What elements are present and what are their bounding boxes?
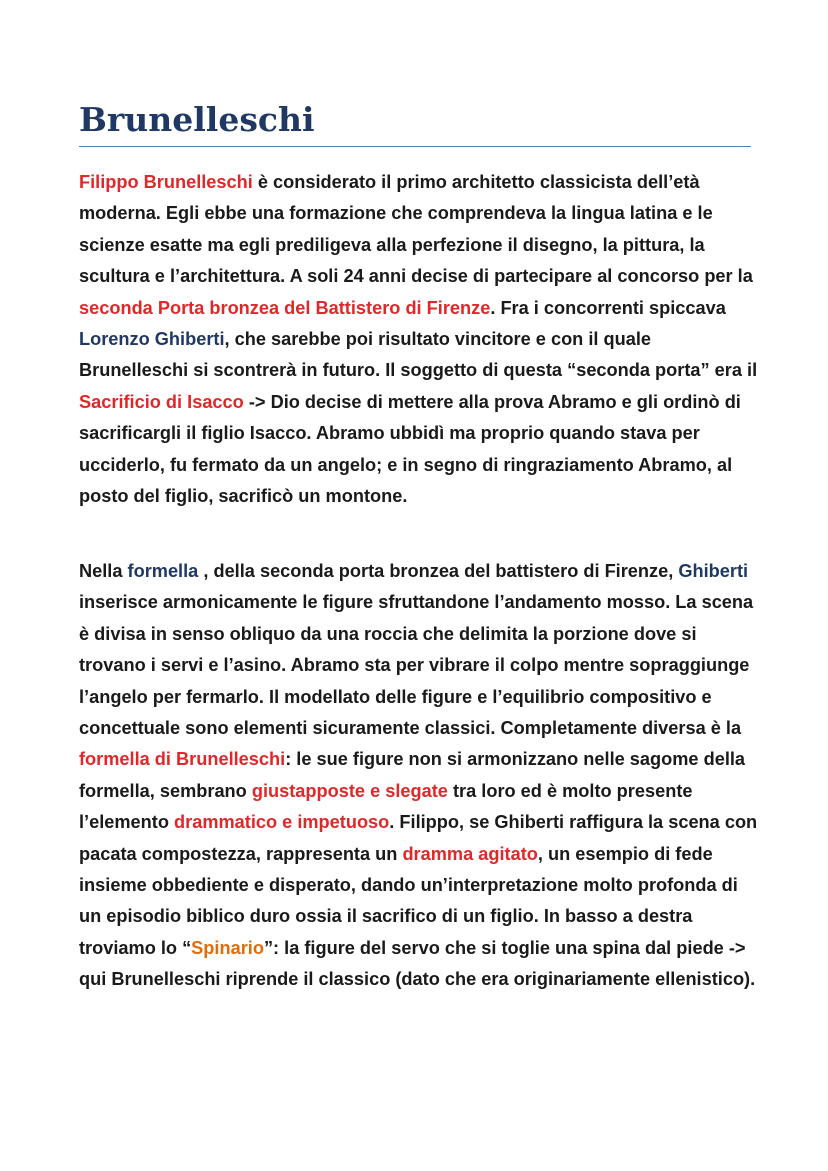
highlight-ghiberti: Ghiberti xyxy=(678,561,749,581)
paragraph-1-text-d: -> Dio decise di mettere alla prova Abramo e gli ordinò di sacrificargli il figlio Isacco. Abramo ubbidì ma proprio quando stava per ucciderlo, fu fermato da un angelo; e in segno di ringraziamento Abramo, al posto del figlio, sacrificò un montone. xyxy=(79,391,741,507)
highlight-dramma-agitato: dramma agitato xyxy=(402,843,538,864)
highlight-spinario: Spinario xyxy=(191,937,264,958)
paragraph-2-text-c: inserisce armonicamente le figure sfruttandone l’andamento mosso. La scena è divisa in senso obliquo da una roccia che delimita la porzione dove si trovano i servi e l’asino. Abramo sta per vibrare il colpo mentre sopraggiunge l’angelo per fermarlo. Il modellato delle figure e l’equilibrio compositivo e concettuale sono elementi sicuramente classici. Completamente diversa è la xyxy=(79,592,754,739)
highlight-drammatico-e-impetuoso: drammatico e impetuoso xyxy=(174,812,390,833)
paragraph-2-text-f: . Filippo, se Ghiberti raffigura la scena con pacata compostezza, rappresenta un xyxy=(79,812,758,864)
highlight-lorenzo-ghiberti: Lorenzo Ghiberti xyxy=(79,329,225,350)
title-underline xyxy=(79,146,751,147)
highlight-seconda-porta: seconda Porta bronzea del Battistero di Firenze xyxy=(79,297,491,318)
paragraph-2-text-h: ”: la figure del servo che si toglie una spina dal piede -> qui Brunelleschi riprende il classico (dato che era originariamente ellenistico). xyxy=(79,937,756,990)
paragraph-2-text-g: , un esempio di fede insieme obbediente e disperato, dando un’interpretazione molto profonda di un episodio biblico duro ossia il sacrifico di un figlio. In basso a destra troviamo lo “ xyxy=(79,843,738,958)
highlight-sacrificio-di-isacco: Sacrificio di Isacco xyxy=(79,391,244,412)
paragraph-1-text-b: . Fra i concorrenti spiccava xyxy=(490,297,726,318)
paragraph-2 xyxy=(79,556,759,996)
highlight-giustapposte-e-slegate: giustapposte e slegate xyxy=(251,780,448,801)
page-title: Brunelleschi xyxy=(79,100,315,139)
paragraph-2-text-b: , della seconda porta bronzea del battistero di Firenze, xyxy=(198,561,679,581)
paragraph-1 xyxy=(79,167,759,512)
highlight-formella: formella xyxy=(127,561,199,581)
paragraph-2-text-e: tra loro ed è molto presente l’elemento xyxy=(79,780,693,833)
paragraph-1-text-c: , che sarebbe poi risultato vincitore e con il quale Brunelleschi si scontrerà in futuro. Il soggetto di questa “seconda porta” era il xyxy=(79,329,758,381)
paragraph-1-text-a: è considerato il primo architetto classicista dell’età moderna. Egli ebbe una formazione che comprendeva la lingua latina e le scienze esatte ma egli prediligeva alla perfezione il disegno, la pittura, la scultura e l’architettura. A soli 24 anni decise di partecipare al concorso per la xyxy=(79,172,753,287)
paragraph-2-text-a: Nella xyxy=(79,561,128,581)
highlight-formella-di-brunelleschi: formella di Brunelleschi xyxy=(79,749,286,770)
highlight-filippo-brunelleschi: Filippo Brunelleschi xyxy=(79,172,253,192)
paragraph-2-text-d: : le sue figure non si armonizzano nelle sagome della formella, sembrano xyxy=(79,749,746,801)
